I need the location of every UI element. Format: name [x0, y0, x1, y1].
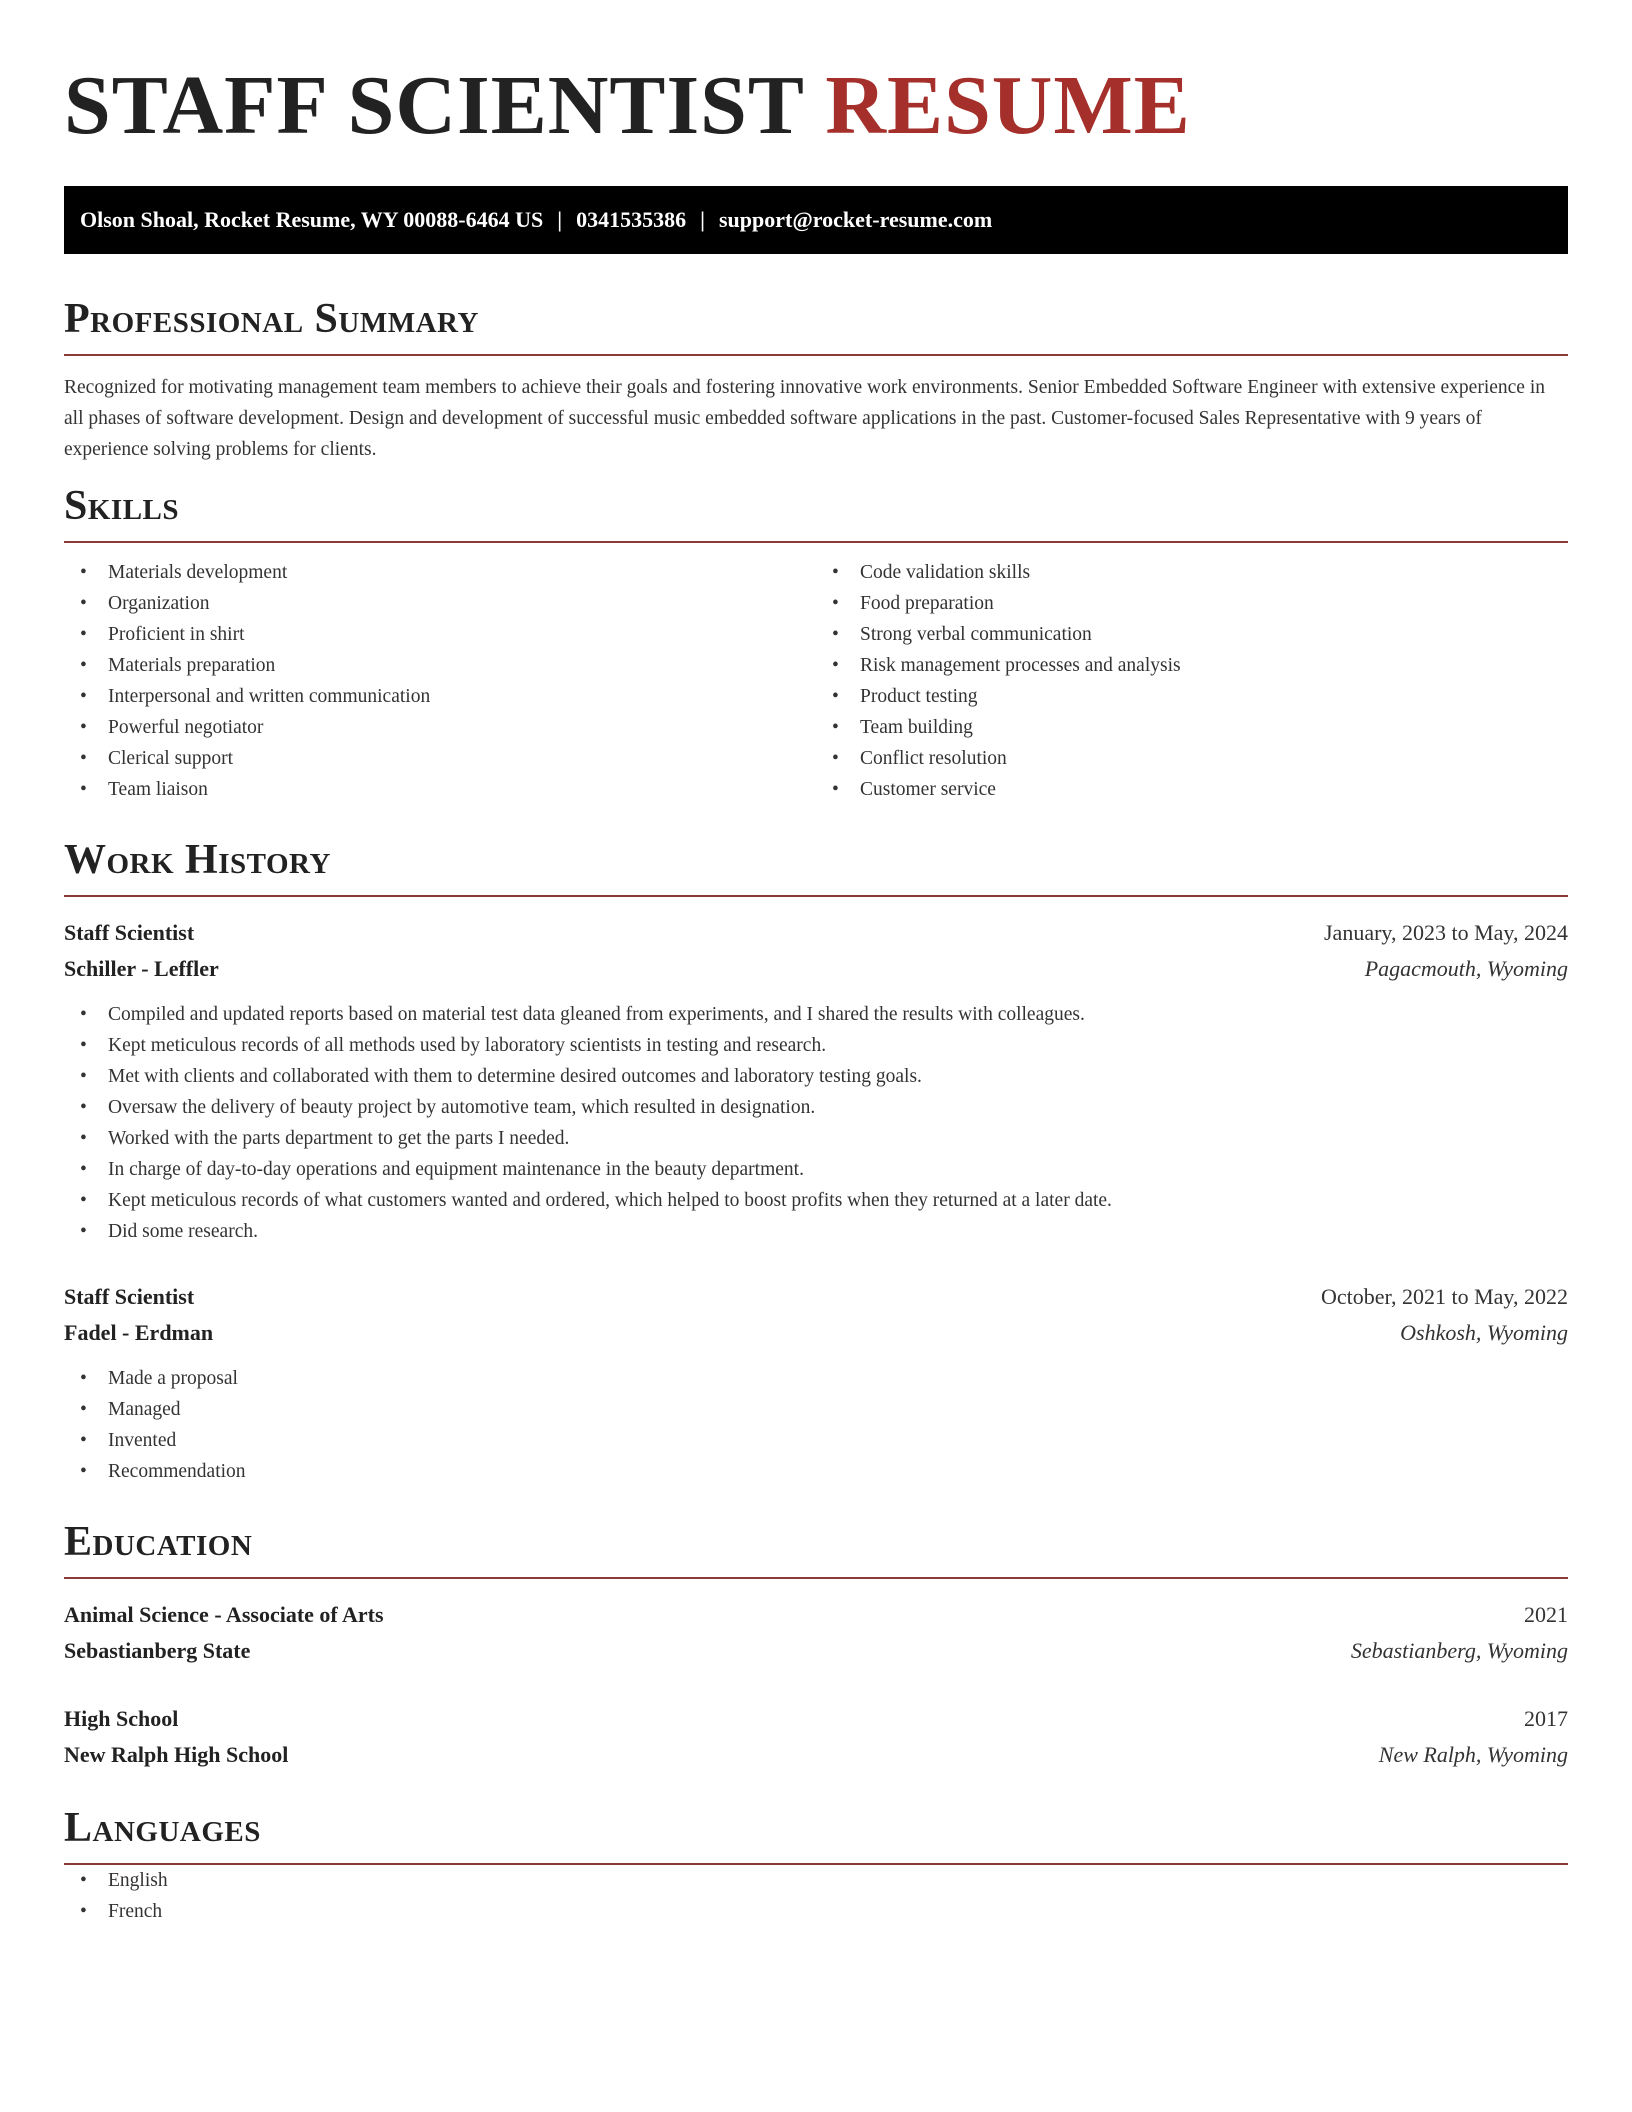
skills-heading: Skills: [64, 485, 1568, 543]
education-location: New Ralph, Wyoming: [1378, 1742, 1568, 1767]
job-bullet: • Managed: [64, 1394, 1568, 1425]
summary-section: [64, 298, 1568, 465]
entry-row: [64, 1737, 1568, 1773]
contact-separator: |: [700, 207, 705, 232]
job-location: Oshkosh, Wyoming: [1400, 1320, 1568, 1345]
skill-item: • Powerful negotiator: [64, 712, 816, 743]
language-item: • English: [64, 1865, 1568, 1896]
languages-list: [64, 1865, 1568, 1927]
job-bullet: • Made a proposal: [64, 1363, 1568, 1394]
education-school: Sebastianberg State: [64, 1638, 251, 1663]
skill-item: • Proficient in shirt: [64, 619, 816, 650]
job-bullet: • Kept meticulous records of what customers wanted and ordered, which helped to boost profits when they returned at a later date.: [64, 1185, 1568, 1216]
work-heading: Work History: [64, 839, 1568, 897]
job-entry: [64, 1279, 1568, 1487]
skills-list-left: [64, 557, 816, 805]
skill-item: • Product testing: [816, 681, 1568, 712]
job-bullet: • Kept meticulous records of all methods used by laboratory scientists in testing and research.: [64, 1030, 1568, 1061]
education-degree: High School: [64, 1706, 179, 1731]
jobs-list: [64, 915, 1568, 1487]
title-main: STAFF SCIENTIST: [64, 59, 804, 152]
skill-item: • Strong verbal communication: [816, 619, 1568, 650]
job-dates: October, 2021 to May, 2022: [1321, 1284, 1568, 1309]
education-entry: [64, 1597, 1568, 1669]
skill-item: • Code validation skills: [816, 557, 1568, 588]
education-section: [64, 1521, 1568, 1773]
skill-item: • Conflict resolution: [816, 743, 1568, 774]
entry-row: [64, 951, 1568, 987]
contact-bar: [64, 186, 1568, 254]
job-company: Fadel - Erdman: [64, 1320, 214, 1345]
job-bullets: [64, 1363, 1568, 1487]
education-year: 2017: [1524, 1706, 1568, 1731]
summary-heading: Professional Summary: [64, 298, 1568, 356]
skill-item: • Materials development: [64, 557, 816, 588]
education-degree: Animal Science - Associate of Arts: [64, 1602, 384, 1627]
job-bullet: • Recommendation: [64, 1456, 1568, 1487]
education-location: Sebastianberg, Wyoming: [1350, 1638, 1568, 1663]
skill-item: • Organization: [64, 588, 816, 619]
skills-list-right: [816, 557, 1568, 805]
job-bullet: • Did some research.: [64, 1216, 1568, 1247]
education-heading: Education: [64, 1521, 1568, 1579]
resume-title: [64, 59, 1568, 152]
job-bullet: • Compiled and updated reports based on material test data gleaned from experiments, and I shared the results with colleagues.: [64, 999, 1568, 1030]
job-bullets: [64, 999, 1568, 1247]
languages-section: [64, 1807, 1568, 1927]
entry-row: [64, 915, 1568, 951]
skill-item: • Clerical support: [64, 743, 816, 774]
skill-item: • Team building: [816, 712, 1568, 743]
job-bullet: • Invented: [64, 1425, 1568, 1456]
education-year: 2021: [1524, 1602, 1568, 1627]
job-bullet: • Oversaw the delivery of beauty project by automotive team, which resulted in designation.: [64, 1092, 1568, 1123]
education-entry: [64, 1701, 1568, 1773]
contact-address: Olson Shoal, Rocket Resume, WY 00088-6464 US: [80, 207, 544, 232]
education-list: [64, 1597, 1568, 1773]
skill-item: • Materials preparation: [64, 650, 816, 681]
education-school: New Ralph High School: [64, 1742, 289, 1767]
languages-heading: Languages: [64, 1807, 1568, 1865]
title-accent: RESUME: [825, 59, 1191, 152]
contact-separator: |: [557, 207, 563, 232]
skills-section: [64, 485, 1568, 805]
entry-row: [64, 1597, 1568, 1633]
job-location: Pagacmouth, Wyoming: [1364, 956, 1568, 981]
contact-phone: 0341535386: [576, 207, 687, 232]
skill-item: • Interpersonal and written communication: [64, 681, 816, 712]
work-section: [64, 839, 1568, 1487]
job-entry: [64, 915, 1568, 1247]
job-bullet: • In charge of day-to-day operations and equipment maintenance in the beauty department.: [64, 1154, 1568, 1185]
contact-email: support@rocket-resume.com: [718, 207, 993, 232]
language-item: • French: [64, 1896, 1568, 1927]
job-company: Schiller - Leffler: [64, 956, 219, 981]
skill-item: • Customer service: [816, 774, 1568, 805]
skills-columns: [64, 557, 1568, 805]
entry-row: [64, 1279, 1568, 1315]
skill-item: • Food preparation: [816, 588, 1568, 619]
entry-row: [64, 1701, 1568, 1737]
job-title: Staff Scientist: [64, 920, 195, 945]
entry-row: [64, 1315, 1568, 1351]
job-bullet: • Worked with the parts department to get the parts I needed.: [64, 1123, 1568, 1154]
job-bullet: • Met with clients and collaborated with them to determine desired outcomes and laboratory testing goals.: [64, 1061, 1568, 1092]
entry-row: [64, 1633, 1568, 1669]
job-dates: January, 2023 to May, 2024: [1324, 920, 1568, 945]
skill-item: • Team liaison: [64, 774, 816, 805]
summary-text: Recognized for motivating management team members to achieve their goals and fostering innovative work environments. Senior Embedded Software Engineer with extensive experience in all phases of software development. Design and development of successful music embedded software applications in the past. Customer-focused Sales Representative with 9 years of experience solving problems for clients.: [64, 377, 1545, 460]
skill-item: • Risk management processes and analysis: [816, 650, 1568, 681]
job-title: Staff Scientist: [64, 1284, 195, 1309]
